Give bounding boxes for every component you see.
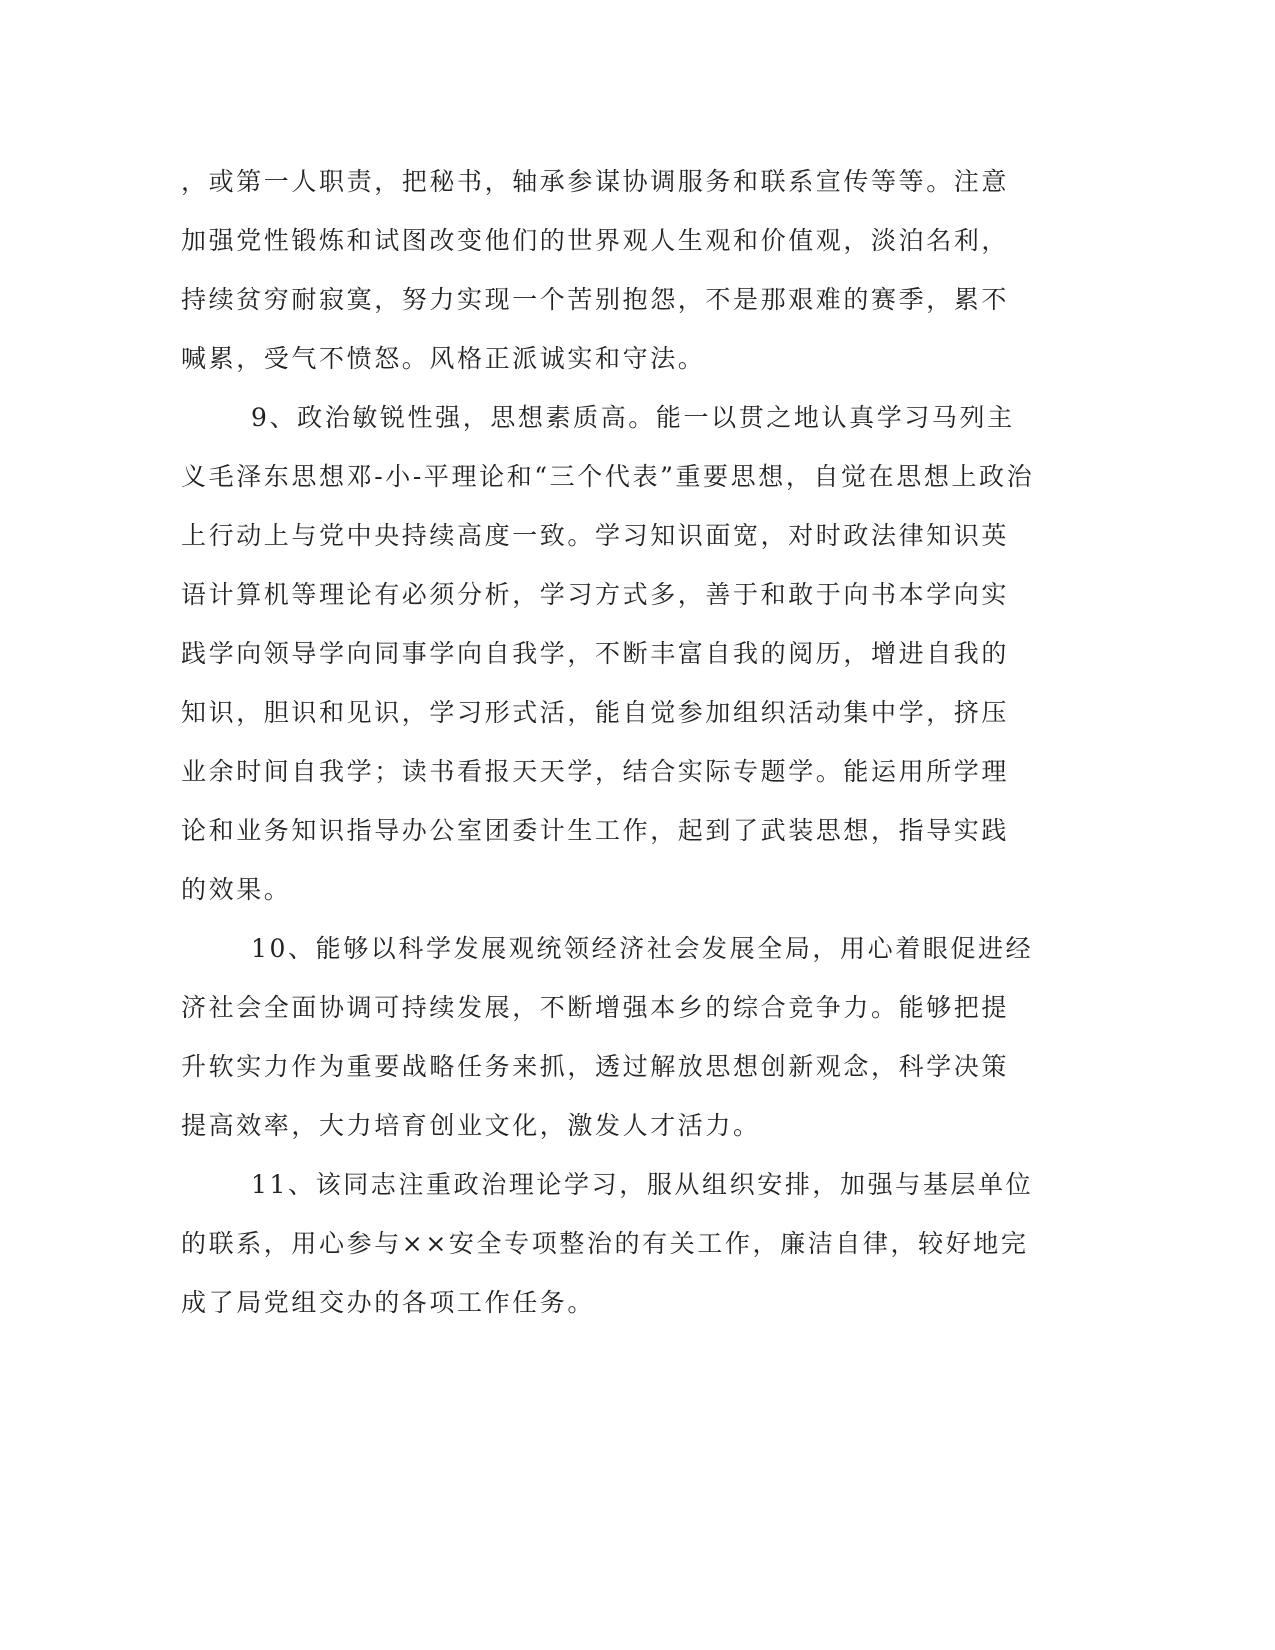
- text-line: 提高效率，大力培育创业文化，激发人才活力。: [181, 1111, 761, 1140]
- text-line: ，或第一人职责，把秘书，轴承参谋协调服务和联系宣传等等。注意: [181, 167, 1010, 196]
- text-line: 上行动上与党中央持续高度一致。学习知识面宽，对时政法律知识英: [181, 521, 1010, 550]
- paragraph-item-9: [181, 388, 1051, 919]
- text-line: 知识，胆识和见识，学习形式活，能自觉参加组织活动集中学，挤压: [181, 698, 1010, 727]
- text-line: 升软实力作为重要战略任务来抓，透过解放思想创新观念，科学决策: [181, 1052, 1010, 1081]
- text-line: 践学向领导学向同事学向自我学，不断丰富自我的阅历，增进自我的: [181, 639, 1010, 668]
- text-line: 11、该同志注重政治理论学习，服从组织安排，加强与基层单位: [251, 1170, 1034, 1199]
- text-line: 喊累，受气不愤怒。风格正派诚实和守法。: [181, 344, 706, 373]
- text-line: 语计算机等理论有必须分析，学习方式多，善于和敢于向书本学向实: [181, 580, 1010, 609]
- text-line: 济社会全面协调可持续发展，不断增强本乡的综合竞争力。能够把提: [181, 993, 1010, 1022]
- text-line: 成了局党组交办的各项工作任务。: [181, 1288, 596, 1317]
- text-line: 业余时间自我学；读书看报天天学，结合实际专题学。能运用所学理: [181, 757, 1010, 786]
- text-line: 的效果。: [181, 875, 292, 904]
- text-line: 的联系，用心参与××安全专项整治的有关工作，廉洁自律，较好地完: [181, 1229, 1029, 1258]
- paragraph-item-11: [181, 1155, 1051, 1332]
- text-line: 加强党性锻炼和试图改变他们的世界观人生观和价值观，淡泊名利，: [181, 226, 1010, 255]
- text-line: 10、能够以科学发展观统领经济社会发展全局，用心着眼促进经: [251, 934, 1034, 963]
- paragraph-item-10: [181, 919, 1051, 1155]
- paragraph-continuation: [181, 152, 1051, 388]
- text-line: 持续贫穷耐寂寞，努力实现一个苦别抱怨，不是那艰难的赛季，累不: [181, 285, 1010, 314]
- document-body: [181, 152, 1051, 1332]
- text-line: 9、政治敏锐性强，思想素质高。能一以贯之地认真学习马列主: [251, 403, 1015, 432]
- text-line: 义毛泽东思想邓-小-平理论和“三个代表”重要思想，自觉在思想上政治: [181, 462, 1035, 491]
- text-line: 论和业务知识指导办公室团委计生工作，起到了武装思想，指导实践: [181, 816, 1010, 845]
